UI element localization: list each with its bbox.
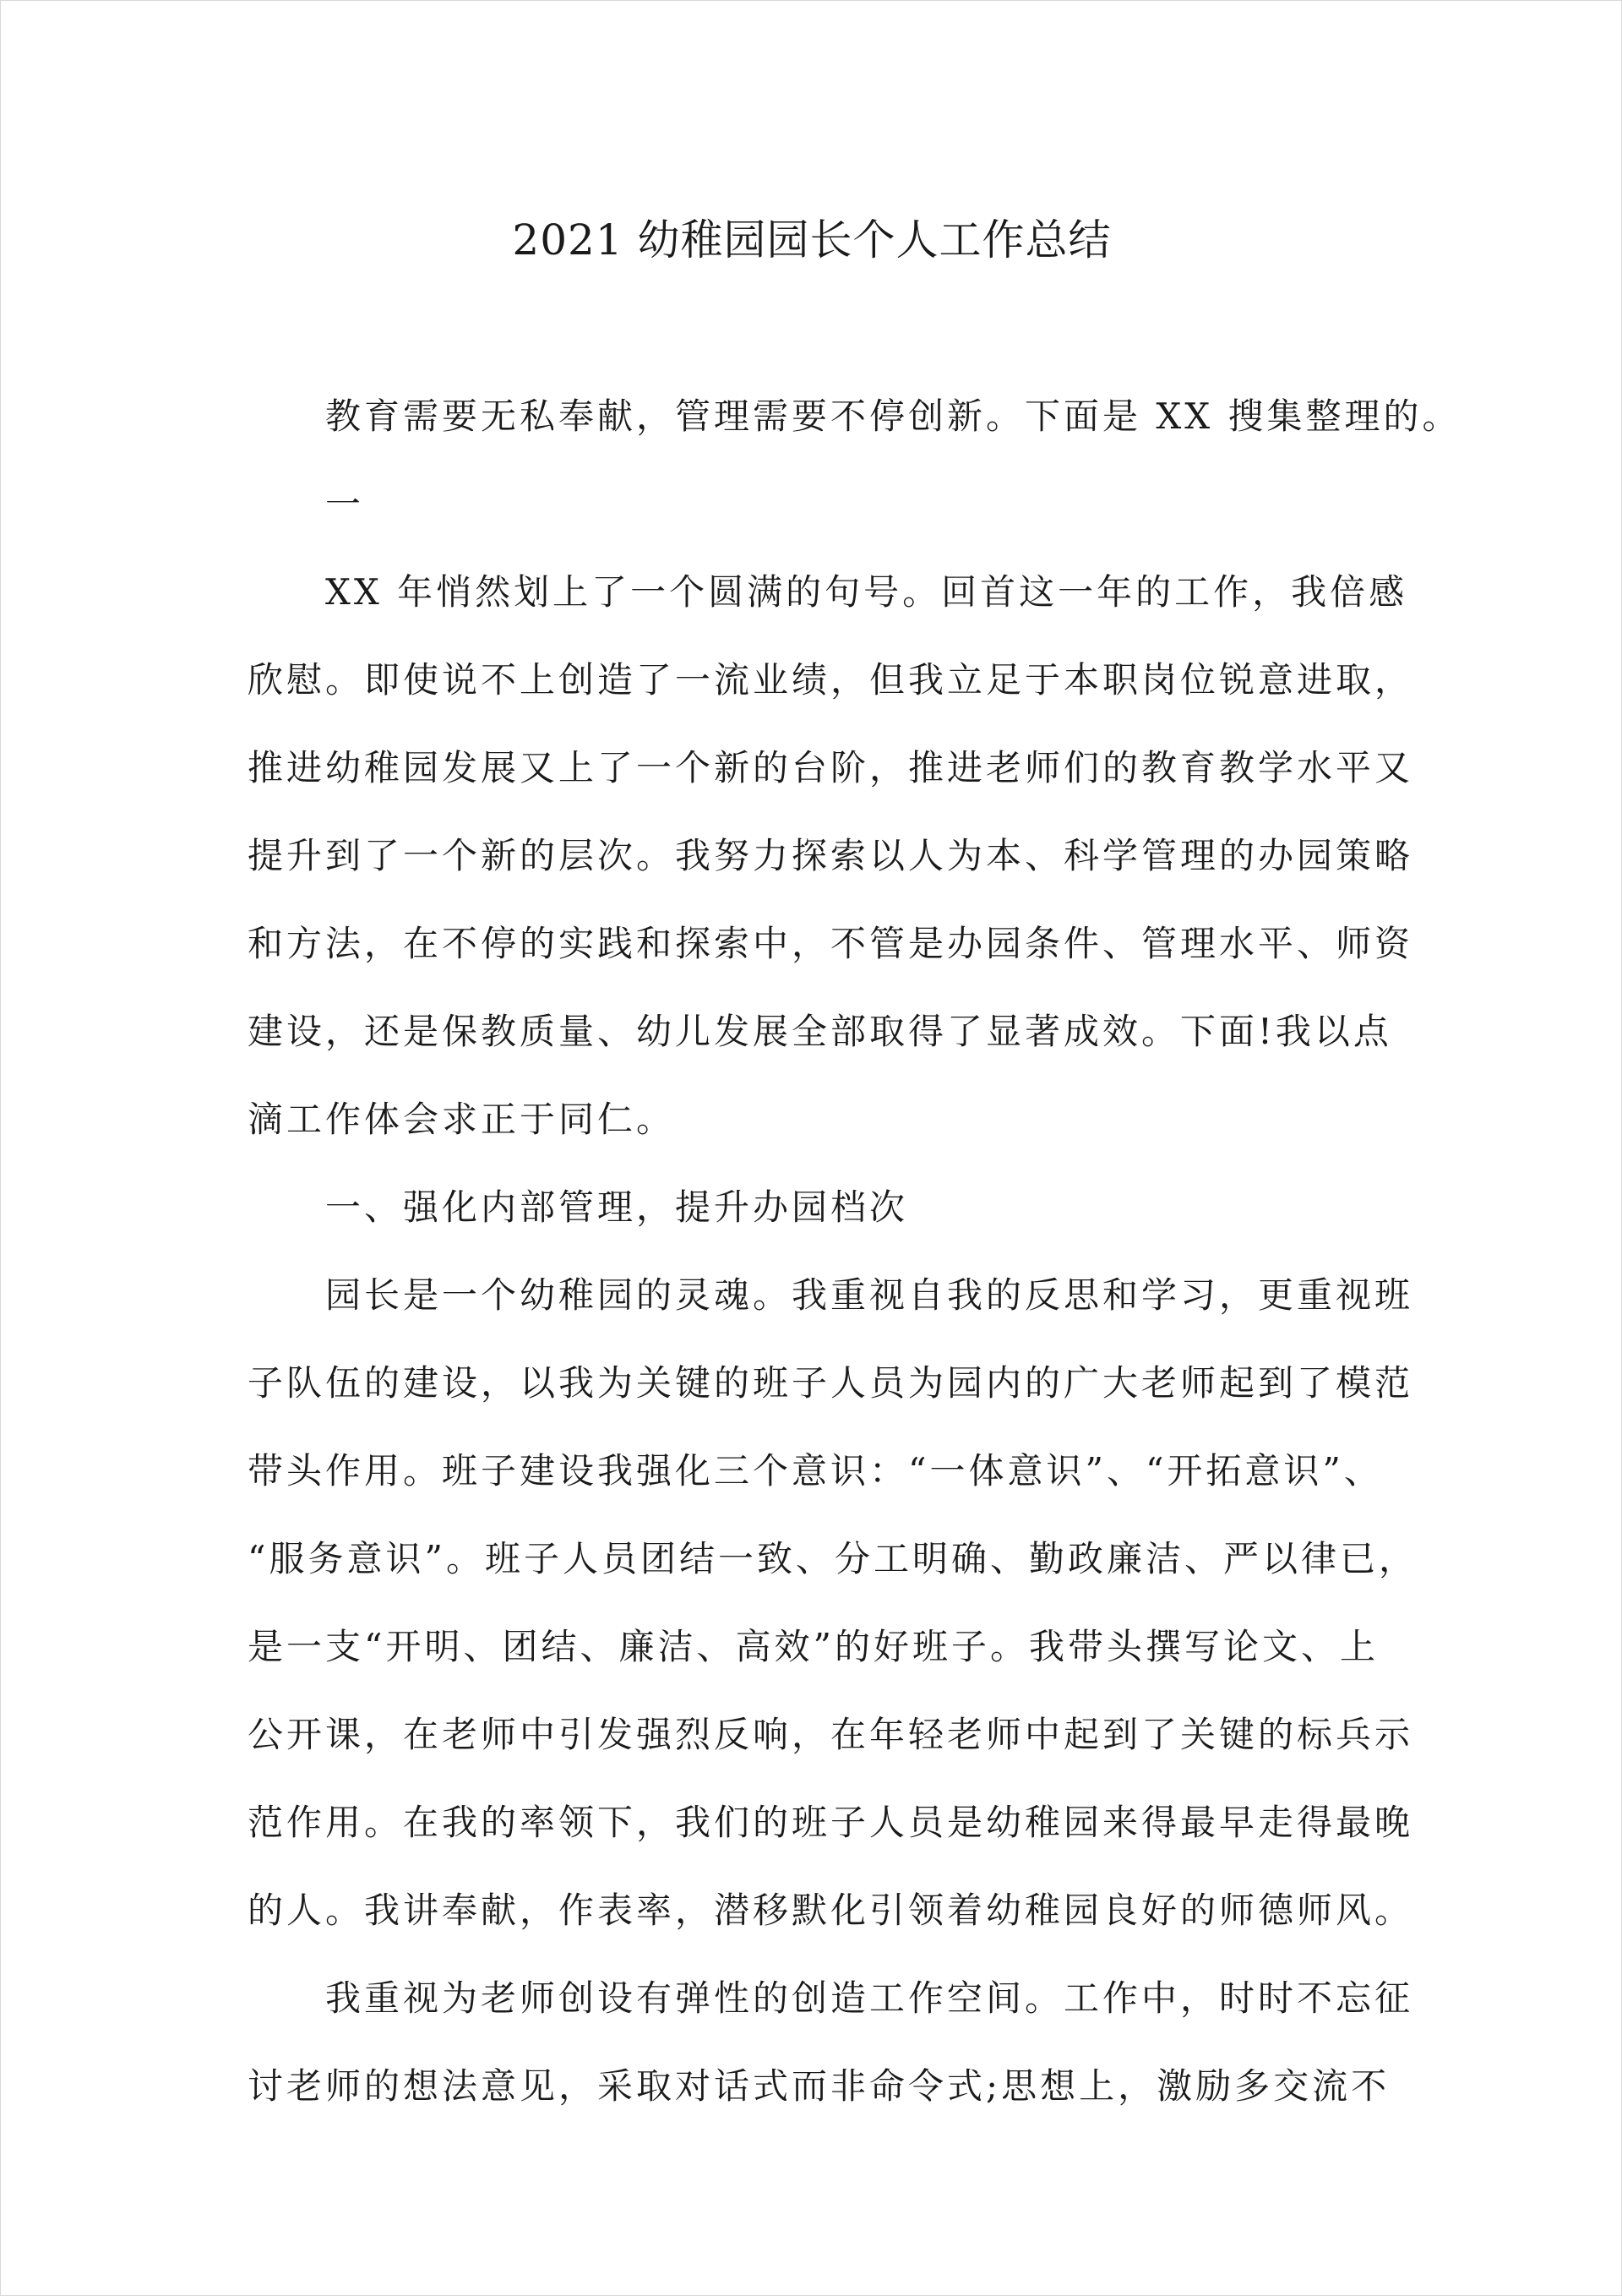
paragraph-line: 建设，还是保教质量、幼儿发展全部取得了显著成效。下面!我以点: [248, 1011, 1392, 1052]
section-heading: 一、强化内部管理，提升办园档次: [325, 1186, 909, 1228]
document-body: [248, 373, 1461, 2130]
paragraph-line: 和方法，在不停的实践和探索中，不管是办园条件、管理水平、师资: [248, 923, 1414, 964]
paragraph-line: 是一支“开明、团结、廉洁、高效”的好班子。我带头撰写论文、上: [248, 1626, 1379, 1667]
paragraph-line: XX 年悄然划上了一个圆满的句号。回首这一年的工作，我倍感: [325, 571, 1408, 613]
document-title: 2021 幼稚园园长个人工作总结: [512, 215, 1112, 265]
paragraph-line: 提升到了一个新的层次。我努力探索以人为本、科学管理的办园策略: [248, 835, 1414, 876]
paragraph-line: 推进幼稚园发展又上了一个新的台阶，推进老师们的教育教学水平又: [248, 747, 1414, 788]
paragraph-1: [248, 548, 1414, 1164]
paragraph-line: 园长是一个幼稚园的灵魂。我重视自我的反思和学习，更重视班: [325, 1274, 1414, 1316]
paragraph-line: “服务意识”。班子人员团结一致、分工明确、勤政廉洁、严以律已，: [248, 1538, 1418, 1579]
paragraph-line: 我重视为老师创设有弹性的创造工作空间。工作中，时时不忘征: [325, 1977, 1414, 2019]
paragraph-line: 范作用。在我的率领下，我们的班子人员是幼稚园来得最早走得最晚: [248, 1802, 1414, 1843]
intro-paragraph: 教育需要无私奉献，管理需要不停创新。下面是 XX 搜集整理的。: [325, 395, 1461, 437]
paragraph-line: 子队伍的建设，以我为关键的班子人员为园内的广大老师起到了模范: [248, 1362, 1414, 1404]
paragraph-line: 欣慰。即使说不上创造了一流业绩，但我立足于本职岗位锐意进取，: [248, 659, 1414, 701]
paragraph-line: 带头作用。班子建设我强化三个意识：“一体意识”、“开拓意识”、: [248, 1450, 1383, 1492]
paragraph-line: 讨老师的想法意见，采取对话式而非命令式;思想上，激励多交流不: [248, 2065, 1391, 2107]
section-marker: 一: [325, 483, 365, 525]
paragraph-2: [248, 1252, 1418, 1955]
paragraph-line: 的人。我讲奉献，作表率，潜移默化引领着幼稚园良好的师德师风。: [248, 1890, 1414, 1931]
paragraph-line: 滴工作体会求正于同仁。: [248, 1099, 676, 1140]
paragraph-line: 公开课，在老师中引发强烈反响，在年轻老师中起到了关键的标兵示: [248, 1714, 1414, 1755]
paragraph-3: [248, 1955, 1414, 2130]
